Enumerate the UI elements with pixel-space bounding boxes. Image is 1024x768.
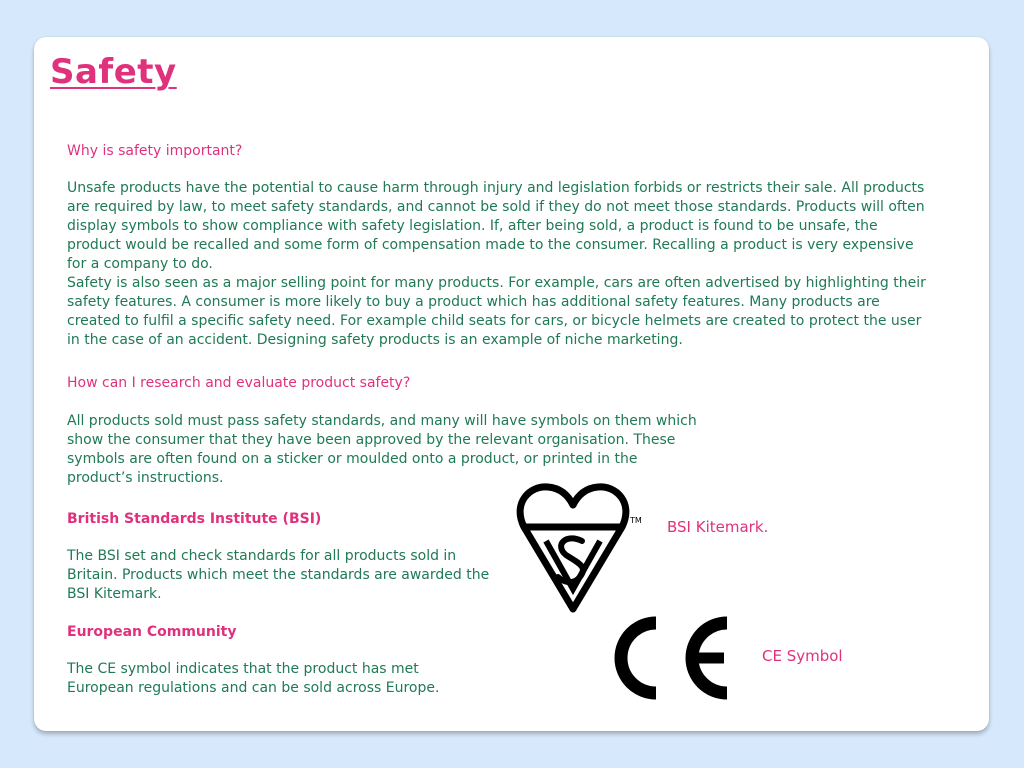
ce-symbol-icon (606, 612, 736, 704)
heading-bsi: British Standards Institute (BSI) (67, 511, 322, 527)
heading-european-community: European Community (67, 624, 237, 640)
label-bsi-kitemark: BSI Kitemark. (667, 518, 769, 536)
page-title: Safety (50, 52, 177, 92)
paragraph-why-safety: Unsafe products have the potential to cause harm through injury and legislation forbids or restricts their sale. All products are required by law, to meet safety standards, and cannot be sold if they do not meet those standards. Products will often display symbols to show compliance with safety legislation. If, after being sold, a product is found to be unsafe, the product would be recalled and some form of compensation made to the consumer. Recalling a product is very expensive for a company to do. Safety is also seen as a major selling point for many products. For example, cars are often advertised by highlighting their safety features. A consumer is more likely to buy a product which has additional safety features. Many products are created to fulfil a specific safety need. For example child seats for cars, or bicycle helmets are created to protect the user in the case of an accident. Designing safety products is an example of niche marketing. (67, 180, 926, 348)
question-why-safety: Why is safety important? (67, 143, 243, 159)
paragraph-research-safety: All products sold must pass safety standards, and many will have symbols on them which show the consumer that they have been approved by the relevant organisation. These symbols are often found on a sticker or moulded onto a product, or printed in the product’s instructions. (67, 413, 697, 486)
label-ce-symbol: CE Symbol (762, 647, 843, 665)
question-research-safety: How can I research and evaluate product safety? (67, 375, 411, 391)
bsi-kitemark-icon (516, 483, 630, 615)
paragraph-european-community: The CE symbol indicates that the product has met European regulations and can be sold across Europe. (67, 661, 440, 696)
trademark-mark: TM (630, 516, 642, 525)
paragraph-bsi: The BSI set and check standards for all products sold in Britain. Products which meet the standards are awarded the BSI Kitemark. (67, 548, 490, 602)
